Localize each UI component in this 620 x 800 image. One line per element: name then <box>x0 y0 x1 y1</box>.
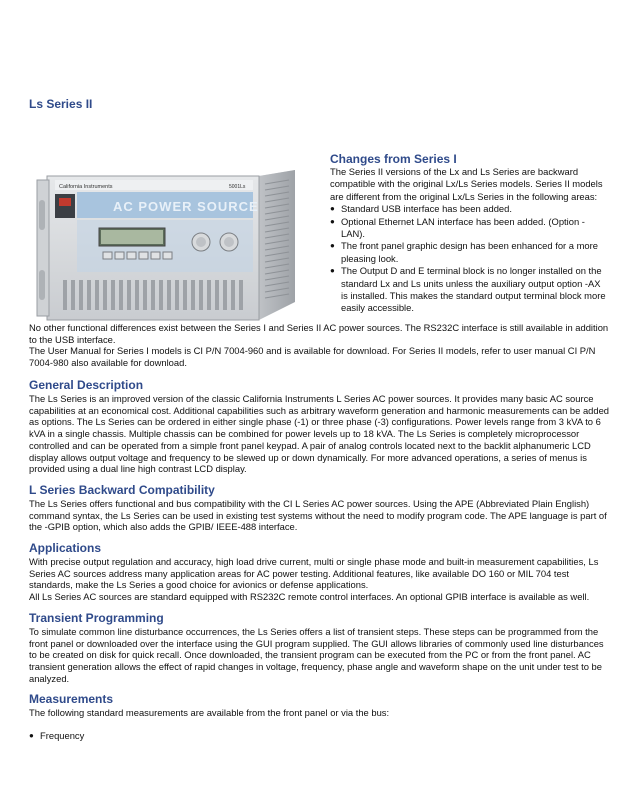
page-title: Ls Series II <box>29 97 93 111</box>
changes-section <box>330 152 608 315</box>
transient-heading: Transient Programming <box>29 610 164 625</box>
measurements-body: The following standard measurements are available from the front panel or via the bus: <box>29 707 390 719</box>
general-description-section <box>29 378 609 475</box>
applications-heading: Applications <box>29 541 102 556</box>
measurements-section <box>29 692 609 741</box>
general-description-heading: General Description <box>29 378 144 392</box>
series-notes <box>29 322 609 368</box>
applications-body-interfaces: All Ls Series AC sources are standard equipped with RS232C remote control interfaces. An optional GPIB interface is available as well. <box>29 591 590 603</box>
ac-power-source-image <box>33 170 317 322</box>
transient-body: To simulate common line disturbance occurrences, the Ls Series offers a list of transient steps. These steps can be programmed from the front panel or downloaded over the interface using the GUI program supplied. The GUI allows libraries of commonly used line disturbances to be created on disk for quick recall. Once downloaded, the transient program can be executed from the PC or from the front panel. AC transient generation allows the effect of rapid changes in voltage, frequency, phase angle and waveform shape on the unit under test to be analyzed. <box>29 625 604 684</box>
model-label: 5001Ls <box>229 184 246 190</box>
series-note-manuals: The User Manual for Series I models is CI P/N 7004-960 and is available for download. For Series II models, refer to user manual CI P/N 7004-980 also available for download. <box>29 345 596 368</box>
changes-item: ● The Output D and E terminal block is no longer installed on the standard Lx and Ls units unless the auxiliary output option -AX is installed. This makes the standard output terminal block more easily accessible. <box>330 265 608 315</box>
general-description-body: The Ls Series is an improved version of the classic California Instruments L Series AC power sources. It provides many basic AC source capabilities at an economical cost. Additional capabilities such as arbitrary waveform generation and harmonic measurements can be added as options. The Ls Series can be ordered in either single phase (-1) or three phase (-3) configurations. Power levels range from 3 kVA to 6 kVA in a single chassis. Multiple chassis can be combined for power levels up to 18 kVA. The Ls Series is completely microprocessor controlled and can be operated from a simple front panel keypad. A pair of analog controls located next to the backlit alphanumeric LCD display allows output voltage and frequency to be slewed up or down dynamically. For more advanced operations, a series of menus is provided using a dual line high contrast LCD display. <box>29 393 610 475</box>
changes-item: ● Standard USB interface has been added. <box>330 203 608 215</box>
main-content <box>29 378 609 750</box>
series-note-differences: No other functional differences exist between the Series I and Series II AC power sources. The RS232C interface is still available in addition to the USB interface. <box>29 322 609 345</box>
brand-label: California Instruments <box>59 184 113 190</box>
changes-heading: Changes from Series I <box>330 152 457 166</box>
compatibility-body: The Ls Series offers functional and bus compatibility with the CI L Series AC power sources. Using the APE (Abbreviated Plain English) command syntax, the Ls Series can be used in existing test systems without the need to modify program code. The APE language is part of the -GPIB option, which also adds the GPIB/ IEEE-488 interface. <box>29 497 607 533</box>
changes-item: ● Optional Ethernet LAN interface has been added. (Option -LAN). <box>330 216 608 241</box>
applications-section <box>29 541 609 603</box>
measurements-heading: Measurements <box>29 692 114 707</box>
compatibility-heading: L Series Backward Compatibility <box>29 482 215 497</box>
transient-section <box>29 611 609 685</box>
measurement-item: ● Frequency <box>29 730 609 742</box>
changes-list <box>330 203 608 315</box>
panel-graphic-text: AC POWER SOURCE <box>113 199 259 214</box>
measurements-list <box>29 730 609 742</box>
changes-intro: The Series II versions of the Lx and Ls Series are backward compatible with the original Lx/Ls Series models. Series II models are different from the original Lx/Ls Series in the following areas: <box>330 166 603 202</box>
applications-body: With precise output regulation and accuracy, high load drive current, multi or single phase mode and built-in measurement capabilities, Ls Series AC sources address many application areas for AC power testing. Additional features, like available DO 160 or MIL 704 test standards, make the Ls Series a good choice for avionics or defense applications. <box>29 556 599 591</box>
compatibility-section <box>29 483 609 533</box>
changes-item: ● The front panel graphic design has been enhanced for a more pleasing look. <box>330 240 608 265</box>
